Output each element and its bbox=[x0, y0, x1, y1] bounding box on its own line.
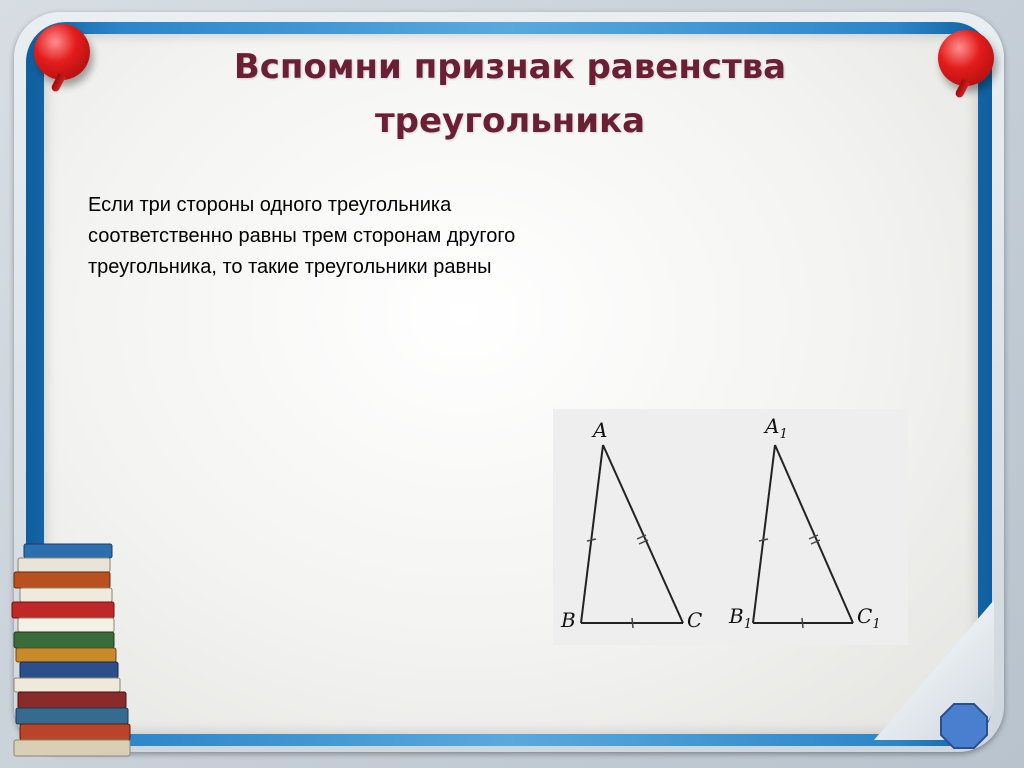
vertex-label-b1: $B_1$ bbox=[729, 604, 752, 632]
triangle-a1b1c1 bbox=[728, 414, 881, 632]
vertex-label-a: A bbox=[593, 418, 608, 442]
tick-mark bbox=[759, 539, 768, 541]
octagon-nav-icon[interactable] bbox=[940, 703, 988, 749]
pushpin-icon bbox=[34, 24, 90, 80]
slide-title: Вспомни признак равенства треугольника bbox=[233, 47, 787, 141]
books-stack-icon bbox=[6, 540, 146, 760]
tick-mark bbox=[802, 618, 803, 628]
tick-mark bbox=[587, 539, 596, 541]
vertex-label-c: C bbox=[687, 608, 703, 632]
triangles-diagram bbox=[553, 409, 908, 645]
triangle-abc bbox=[560, 418, 702, 632]
theorem-text: Если три стороны одного треугольника соответственно равны трем сторонам другого треугольника, то такие треугольники равны bbox=[88, 194, 516, 278]
vertex-label-c1: $C_1$ bbox=[857, 604, 881, 632]
vertex-label-b: B bbox=[561, 608, 576, 632]
pushpin-icon bbox=[938, 30, 994, 86]
vertex-label-a1: $A_1$ bbox=[765, 414, 788, 442]
tick-mark bbox=[632, 618, 633, 628]
